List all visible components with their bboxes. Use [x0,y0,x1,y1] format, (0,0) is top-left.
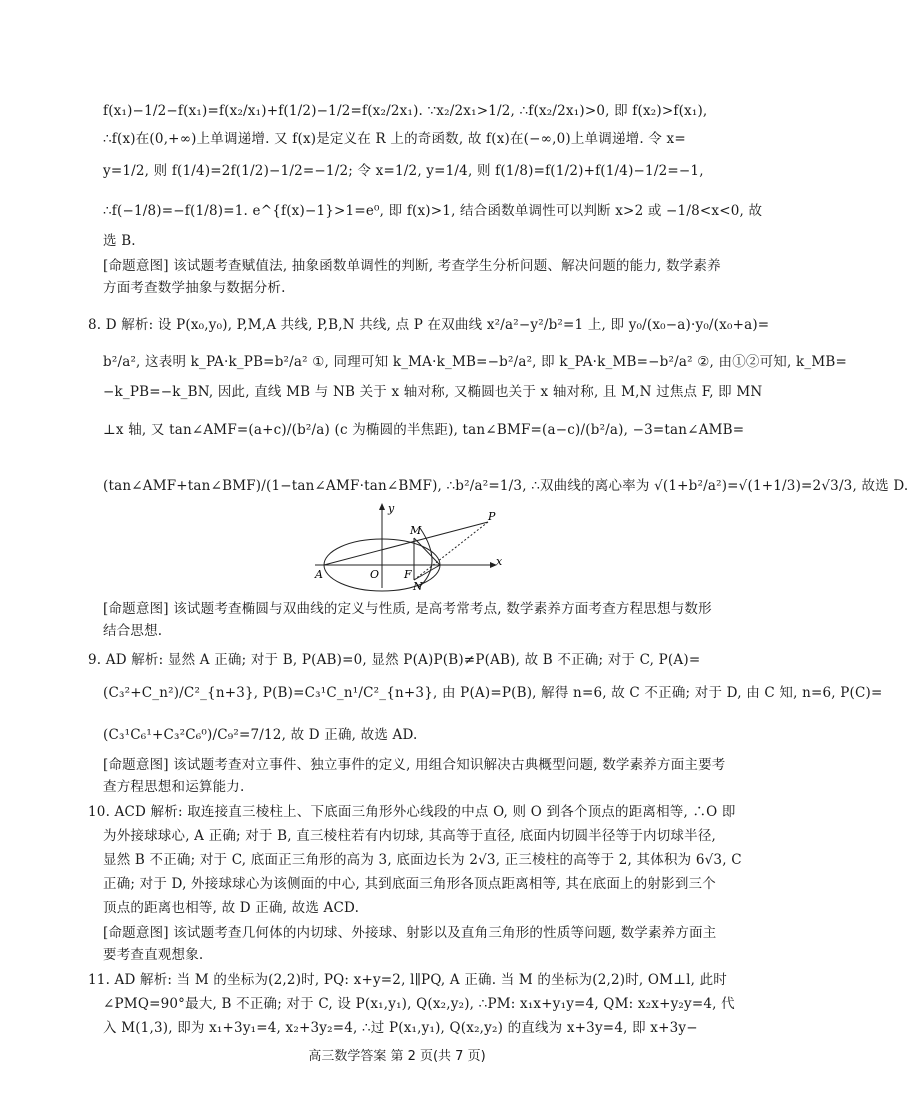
label-y: y [388,502,395,515]
text-line: 顶点的距离也相等, 故 D 正确, 故选 ACD. [103,900,360,916]
y-axis-arrow [379,503,385,510]
text-line: (C₃²+C_n²)/C²_{n+3}, P(B)=C₃¹C_n¹/C²_{n+3}, 由 P(A)=P(B), 解得 n=6, 故 C 不正确; 对于 D, 由 C 知, n=6, P(C)= [103,685,883,701]
text-line: f(x₁)−1/2−f(x₁)=f(x₂/x₁)+f(1/2)−1/2=f(x₂/2x₁). ∵x₂/2x₁>1/2, ∴f(x₂/2x₁)>0, 即 f(x₂)>f(x₁), [103,103,708,119]
text-line: 显然 B 不正确; 对于 C, 底面正三角形的高为 3, 底面边长为 2√3, 正三棱柱的高等于 2, 其体积为 6√3, C [103,852,742,868]
text-line: 为外接球球心, A 正确; 对于 B, 直三棱柱若有内切球, 其高等于直径, 底面内切圆半径等于内切球半径, [103,828,717,844]
text-line: 8. D 解析: 设 P(x₀,y₀), P,M,A 共线, P,B,N 共线, 点 P 在双曲线 x²/a²−y²/b²=1 上, 即 y₀/(x₀−a)·y₀/(x₀+a)= [88,317,770,333]
text-line: 入 M(1,3), 即为 x₁+3y₁=4, x₂+3y₂=4, ∴过 P(x₁,y₁), Q(x₂,y₂) 的直线为 x+3y=4, 即 x+3y− [103,1020,698,1036]
label-p: P [488,510,496,523]
text-line: 要考查直观想象. [103,947,204,963]
text-line: (C₃¹C₆¹+C₃²C₆⁰)/C₉²=7/12, 故 D 正确, 故选 AD. [103,727,418,743]
label-x: x [496,555,503,568]
text-line: 9. AD 解析: 显然 A 正确; 对于 B, P(AB)=0, 显然 P(A)P(B)≠P(AB), 故 B 不正确; 对于 C, P(A)= [88,652,701,668]
text-line: ⊥x 轴, 又 tan∠AMF=(a+c)/(b²/a) (c 为椭圆的半焦距), tan∠BMF=(a−c)/(b²/a), −3=tan∠AMB= [103,422,745,438]
line-mb [414,538,440,565]
text-line: y=1/2, 则 f(1/4)=2f(1/2)−1/2=−1/2; 令 x=1/2, y=1/4, 则 f(1/8)=f(1/2)+f(1/4)−1/2=−1, [103,163,704,179]
text-line: 方面考查数学抽象与数据分析. [103,280,286,296]
text-line: ∴f(x)在(0,+∞)上单调递增. 又 f(x)是定义在 R 上的奇函数, 故 f(x)在(−∞,0)上单调递增. 令 x= [103,131,686,147]
label-f: F [404,568,412,581]
text-line: 结合思想. [103,623,163,639]
text-line: 11. AD 解析: 当 M 的坐标为(2,2)时, PQ: x+y=2, l∥PQ, A 正确. 当 M 的坐标为(2,2)时, OM⊥l, 此时 [88,972,727,988]
text-line: [命题意图] 该试题考查椭圆与双曲线的定义与性质, 是高考常考点, 数学素养方面考查方程思想与数形 [103,601,712,617]
text-line: ∴f(−1/8)=−f(1/8)=1. e^{f(x)−1}>1=e⁰, 即 f(x)>1, 结合函数单调性可以判断 x>2 或 −1/8<x<0, 故 [103,203,763,219]
text-line: [命题意图] 该试题考查对立事件、独立事件的定义, 用组合知识解决古典概型问题, 数学素养方面主要考 [103,757,726,773]
text-line: 10. ACD 解析: 取连接直三棱柱上、下底面三角形外心线段的中点 O, 则 O 到各个顶点的距离相等, ∴O 即 [88,804,736,820]
text-line: [命题意图] 该试题考查赋值法, 抽象函数单调性的判断, 考查学生分析问题、解决问题的能力, 数学素养 [103,258,721,274]
label-o: O [370,568,380,581]
label-a: A [315,568,323,581]
text-line: 正确; 对于 D, 外接球球心为该侧面的中心, 其到底面三角形各顶点距离相等, 其在底面上的射影到三个 [103,876,716,892]
text-line: −k_PB=−k_BN, 因此, 直线 MB 与 NB 关于 x 轴对称, 又椭圆也关于 x 轴对称, 且 M,N 过焦点 F, 即 MN [103,384,763,400]
text-line: (tan∠AMF+tan∠BMF)/(1−tan∠AMF·tan∠BMF), ∴b²/a²=1/3, ∴双曲线的离心率为 √(1+b²/a²)=√(1+1/3)=2√3/3, 故选 D. [103,478,908,494]
ellipse-hyperbola-figure [310,500,510,593]
text-line: 选 B. [103,233,136,249]
page-footer: 高三数学答案 第 2 页(共 7 页) [308,1049,486,1064]
label-n: N [413,580,423,593]
text-line: b²/a², 这表明 k_PA·k_PB=b²/a² ①, 同理可知 k_MA·k_MB=−b²/a², 即 k_PA·k_MB=−b²/a² ②, 由①②可知, k_MB= [103,354,847,370]
text-line: ∠PMQ=90°最大, B 不正确; 对于 C, 设 P(x₁,y₁), Q(x₂,y₂), ∴PM: x₁x+y₁y=4, QM: x₂x+y₂y=4, 代 [103,996,735,1012]
label-m: M [410,524,422,537]
line-np [414,522,488,580]
text-line: 查方程思想和运算能力. [103,779,245,795]
text-line: [命题意图] 该试题考查几何体的内切球、外接球、射影以及直角三角形的性质等问题, 数学素养方面主 [103,925,717,941]
